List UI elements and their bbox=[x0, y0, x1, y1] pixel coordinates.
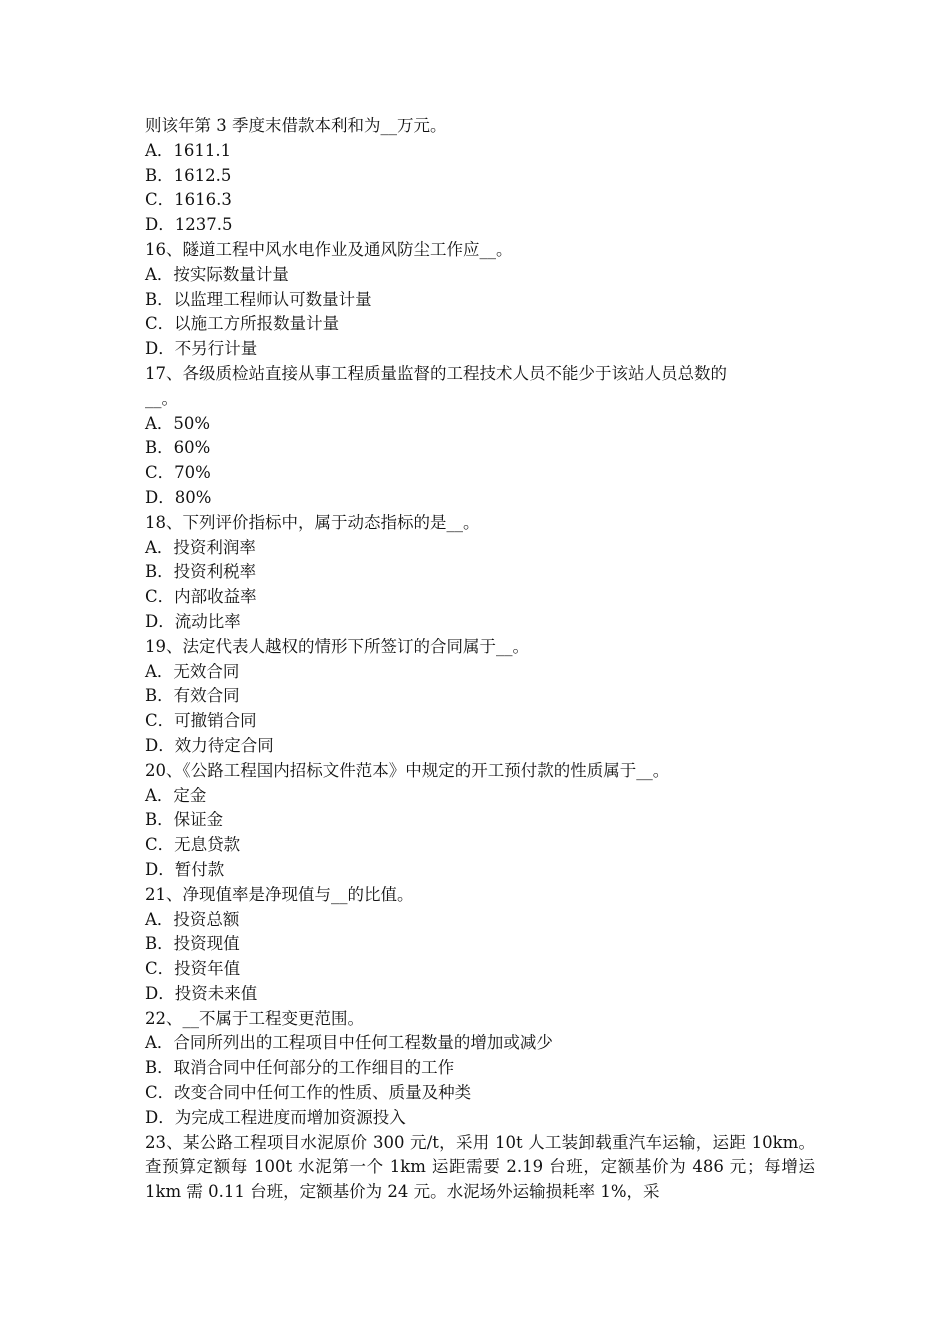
option-a: A．投资利润率 bbox=[145, 537, 256, 557]
option-c: C．改变合同中任何工作的性质、质量及种类 bbox=[145, 1083, 472, 1103]
option-a: A．定金 bbox=[145, 785, 207, 805]
option-b: B．60% bbox=[145, 438, 211, 458]
option-d: D．不另行计量 bbox=[145, 339, 258, 359]
question-17: 17、各级质检站直接从事工程质量监督的工程技术人员不能少于该站人员总数的 bbox=[145, 363, 727, 383]
option-b: B．投资现值 bbox=[145, 934, 240, 954]
option-c: C．无息贷款 bbox=[145, 835, 241, 855]
question-18: 18、下列评价指标中，属于动态指标的是__。 bbox=[145, 512, 480, 532]
option-d: D．暂付款 bbox=[145, 859, 225, 879]
question-20: 20、《公路工程国内招标文件范本》中规定的开工预付款的性质属于__。 bbox=[145, 760, 670, 780]
option-a: A．1611.1 bbox=[145, 140, 232, 160]
option-d: D．1237.5 bbox=[145, 215, 233, 235]
question-21: 21、净现值率是净现值与__的比值。 bbox=[145, 884, 414, 904]
question-23: 23、某公路工程项目水泥原价 300 元/t，采用 10t 人工装卸载重汽车运输，运距 10km。查预算定额每 100t 水泥第一个 1km 运距需要 2.19 台班，定额基价为 486 元；每增运 1km 需 0.11 台班，定额基价为 24 元。水泥场外运输损耗率 1%，采 bbox=[145, 1132, 815, 1202]
option-a: A．投资总额 bbox=[145, 909, 240, 929]
question-19: 19、法定代表人越权的情形下所签订的合同属于__。 bbox=[145, 636, 529, 656]
question-17-continued: __。 bbox=[145, 388, 178, 408]
option-d: D．效力待定合同 bbox=[145, 735, 274, 755]
question-22: 22、__不属于工程变更范围。 bbox=[145, 1008, 364, 1028]
option-b: B．投资利税率 bbox=[145, 562, 257, 582]
option-a: A．无效合同 bbox=[145, 661, 240, 681]
document-body bbox=[145, 114, 815, 1205]
option-d: D．流动比率 bbox=[145, 611, 241, 631]
option-c: C．以施工方所报数量计量 bbox=[145, 314, 340, 334]
option-b: B．1612.5 bbox=[145, 165, 232, 185]
option-c: C．70% bbox=[145, 463, 211, 483]
option-c: C．1616.3 bbox=[145, 190, 232, 210]
option-a: A．按实际数量计量 bbox=[145, 264, 289, 284]
option-b: B．保证金 bbox=[145, 810, 224, 830]
option-b: B．有效合同 bbox=[145, 686, 240, 706]
question-16: 16、隧道工程中风水电作业及通风防尘工作应__。 bbox=[145, 239, 513, 259]
option-c: C．内部收益率 bbox=[145, 587, 257, 607]
option-a: A．50% bbox=[145, 413, 211, 433]
option-b: B．取消合同中任何部分的工作细目的工作 bbox=[145, 1058, 455, 1078]
option-d: D．80% bbox=[145, 487, 212, 507]
option-a: A．合同所列出的工程项目中任何工程数量的增加或减少 bbox=[145, 1033, 553, 1053]
text-line: 则该年第 3 季度末借款本利和为__万元。 bbox=[145, 116, 447, 135]
option-d: D．为完成工程进度而增加资源投入 bbox=[145, 1107, 406, 1127]
option-c: C．投资年值 bbox=[145, 959, 241, 979]
option-c: C．可撤销合同 bbox=[145, 711, 257, 731]
option-d: D．投资未来值 bbox=[145, 983, 258, 1003]
option-b: B．以监理工程师认可数量计量 bbox=[145, 289, 372, 309]
